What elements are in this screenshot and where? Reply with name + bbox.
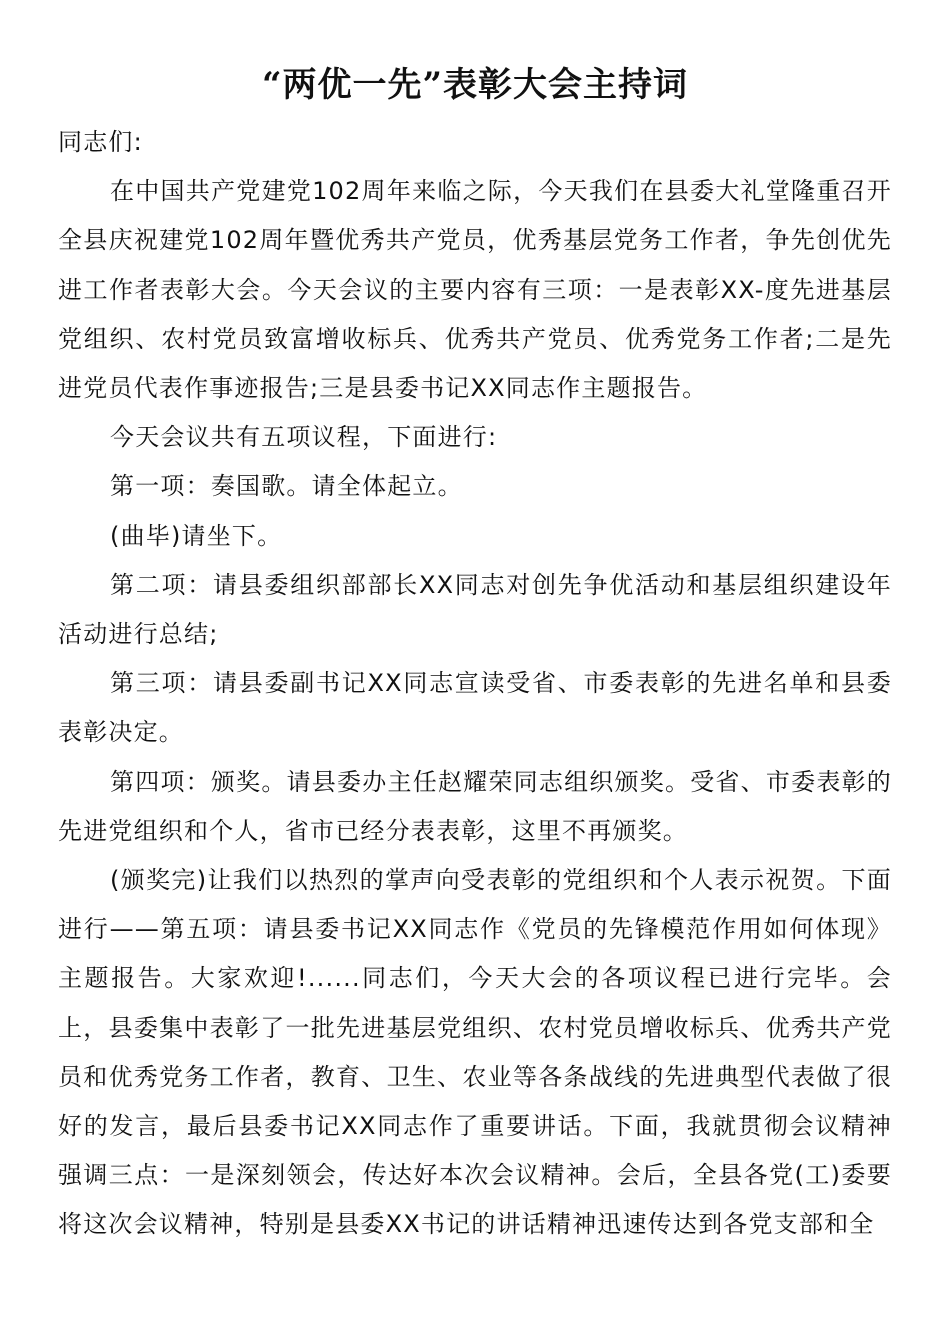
paragraph-item-3: 第三项：请县委副书记XX同志宣读受省、市委表彰的先进名单和县委表彰决定。 [58, 669, 892, 747]
document-body [58, 118, 892, 1250]
paragraph-sit-down: (曲毕)请坐下。 [110, 521, 283, 550]
document-title: “两优一先”表彰大会主持词 [261, 65, 689, 105]
paragraph-item-5-and-closing: (颁奖完)让我们以热烈的掌声向受表彰的党组织和个人表示祝贺。下面进行——第五项：请县委书记XX同志作《党员的先锋模范作用如何体现》主题报告。大家欢迎!......同志们，今天大会的各项议程已进行完毕。会上，县委集中表彰了一批先进基层党组织、农村党员增收标兵、优秀共产党员和优秀党务工作者，教育、卫生、农业等各条战线的先进典型代表做了很好的发言，最后县委书记XX同志作了重要讲话。下面，我就贯彻会议精神强调三点：一是深刻领会，传达好本次会议精神。会后，全县各党(工)委要将这次会议精神，特别是县委XX书记的讲话精神迅速传达到各党支部和全 [58, 866, 892, 1239]
paragraph-opening: 在中国共产党建党102周年来临之际，今天我们在县委大礼堂隆重召开全县庆祝建党102周年暨优秀共产党员，优秀基层党务工作者，争先创优先进工作者表彰大会。今天会议的主要内容有三项：一是表彰XX-度先进基层党组织、农村党员致富增收标兵、优秀共产党员、优秀党务工作者;二是先进党员代表作事迹报告;三是县委书记XX同志作主题报告。 [58, 177, 892, 403]
paragraph-item-4: 第四项：颁奖。请县委办主任赵耀荣同志组织颁奖。受省、市委表彰的先进党组织和个人，省市已经分表表彰，这里不再颁奖。 [58, 767, 892, 845]
salutation: 同志们: [58, 128, 143, 156]
paragraph-item-2: 第二项：请县委组织部部长XX同志对创先争优活动和基层组织建设年活动进行总结; [58, 570, 892, 649]
paragraph-agenda-intro: 今天会议共有五项议程，下面进行: [110, 423, 498, 452]
paragraph-item-1: 第一项：奏国歌。请全体起立。 [110, 472, 463, 501]
